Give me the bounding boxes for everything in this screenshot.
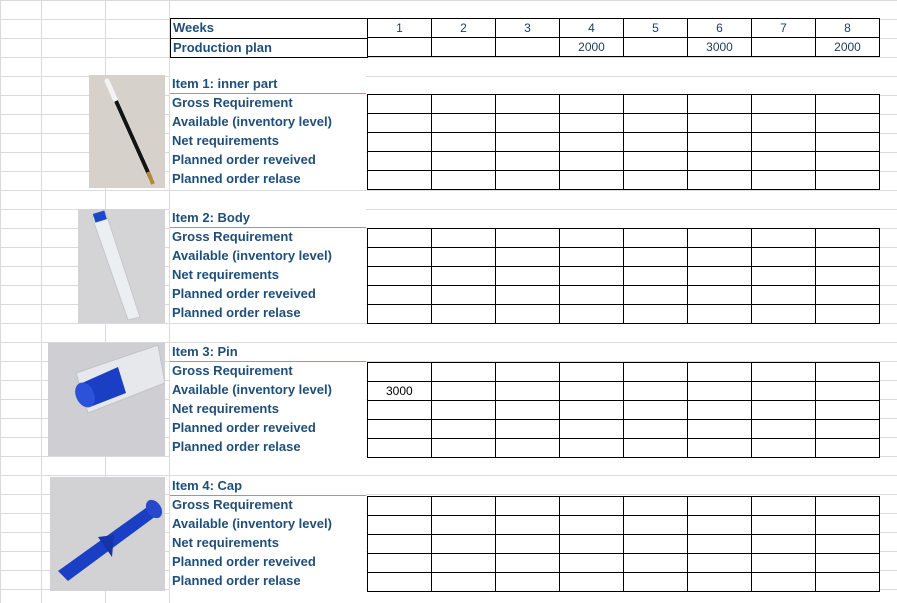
plan-cell[interactable] <box>432 38 496 57</box>
week-cell[interactable]: 7 <box>752 19 816 38</box>
grid-cell[interactable] <box>624 133 688 152</box>
pen-body-photo <box>78 209 165 323</box>
grid-cell[interactable] <box>432 401 496 420</box>
net-requirements-label[interactable]: Net requirements <box>172 401 279 416</box>
grid-cell[interactable] <box>496 267 560 286</box>
table-row <box>368 401 880 420</box>
grid-cell[interactable] <box>560 95 624 114</box>
grid-cell[interactable] <box>432 133 496 152</box>
grid-cell[interactable] <box>816 114 880 133</box>
grid-cell[interactable] <box>496 229 560 248</box>
week-cell[interactable]: 5 <box>624 19 688 38</box>
pen-cap-photo <box>50 477 165 591</box>
grid-cell[interactable] <box>560 248 624 267</box>
grid-cell[interactable] <box>368 497 432 516</box>
planned-order-received-label[interactable]: Planned order reveived <box>172 152 316 167</box>
plan-cell[interactable]: 2000 <box>560 38 624 57</box>
grid-cell[interactable] <box>560 573 624 592</box>
grid-cell[interactable] <box>752 133 816 152</box>
grid-cell[interactable] <box>368 554 432 573</box>
week-cell[interactable]: 4 <box>560 19 624 38</box>
grid-cell[interactable] <box>432 305 496 324</box>
grid-cell[interactable] <box>816 516 880 535</box>
grid-cell[interactable] <box>560 363 624 382</box>
grid-cell[interactable] <box>688 363 752 382</box>
table-row <box>368 229 880 248</box>
grid-cell[interactable] <box>496 401 560 420</box>
item-title[interactable]: Item 4: Cap <box>170 477 366 496</box>
weeks-label[interactable]: Weeks <box>173 20 214 35</box>
table-row <box>368 497 880 516</box>
week-cell[interactable]: 2 <box>432 19 496 38</box>
item-1-table <box>367 94 880 190</box>
grid-cell[interactable] <box>752 573 816 592</box>
grid-cell[interactable] <box>432 114 496 133</box>
plan-cell[interactable] <box>368 38 432 57</box>
table-row <box>368 516 880 535</box>
grid-cell[interactable] <box>752 95 816 114</box>
grid-cell[interactable] <box>560 229 624 248</box>
column-gridline <box>41 0 42 603</box>
grid-cell[interactable] <box>432 554 496 573</box>
planned-order-received-label[interactable]: Planned order reveived <box>172 554 316 569</box>
table-row <box>368 114 880 133</box>
grid-cell[interactable] <box>752 516 816 535</box>
production-plan-row <box>368 38 880 57</box>
grid-cell[interactable] <box>432 573 496 592</box>
grid-cell[interactable] <box>688 535 752 554</box>
grid-cell[interactable] <box>560 171 624 190</box>
grid-cell[interactable] <box>816 171 880 190</box>
weeks-table <box>367 18 880 57</box>
grid-cell[interactable] <box>496 171 560 190</box>
grid-cell[interactable] <box>752 420 816 439</box>
table-row <box>368 133 880 152</box>
grid-cell[interactable] <box>752 554 816 573</box>
grid-cell[interactable] <box>688 229 752 248</box>
grid-cell[interactable] <box>752 382 816 401</box>
grid-cell[interactable] <box>560 133 624 152</box>
grid-cell[interactable] <box>816 573 880 592</box>
grid-cell[interactable] <box>496 497 560 516</box>
grid-cell[interactable] <box>752 248 816 267</box>
table-row <box>368 573 880 592</box>
grid-cell[interactable] <box>560 305 624 324</box>
grid-cell[interactable] <box>496 152 560 171</box>
item-title[interactable]: Item 1: inner part <box>170 75 366 94</box>
available-inventory-label[interactable]: Available (inventory level) <box>172 248 332 263</box>
grid-cell[interactable] <box>816 439 880 458</box>
grid-cell[interactable] <box>368 286 432 305</box>
grid-cell[interactable] <box>752 114 816 133</box>
grid-cell[interactable] <box>496 286 560 305</box>
table-row <box>368 267 880 286</box>
grid-cell[interactable] <box>688 267 752 286</box>
grid-cell[interactable] <box>368 516 432 535</box>
grid-cell[interactable] <box>816 305 880 324</box>
gross-requirement-label[interactable]: Gross Requirement <box>172 95 293 110</box>
grid-cell[interactable] <box>432 439 496 458</box>
table-row <box>368 382 880 401</box>
grid-cell[interactable] <box>688 420 752 439</box>
grid-cell[interactable] <box>432 248 496 267</box>
grid-cell[interactable] <box>816 286 880 305</box>
item-2-table <box>367 228 880 324</box>
grid-cell[interactable] <box>752 439 816 458</box>
grid-cell[interactable] <box>432 382 496 401</box>
grid-cell[interactable] <box>624 248 688 267</box>
table-row <box>368 248 880 267</box>
grid-cell[interactable] <box>752 401 816 420</box>
grid-cell[interactable] <box>368 573 432 592</box>
gross-requirement-label[interactable]: Gross Requirement <box>172 497 293 512</box>
table-row <box>368 535 880 554</box>
grid-cell[interactable] <box>624 573 688 592</box>
grid-cell[interactable] <box>496 573 560 592</box>
grid-cell[interactable] <box>432 267 496 286</box>
planned-order-release-label[interactable]: Planned order relase <box>172 439 301 454</box>
planned-order-received-label[interactable]: Planned order reveived <box>172 420 316 435</box>
grid-cell[interactable] <box>496 420 560 439</box>
grid-cell[interactable] <box>624 229 688 248</box>
grid-cell[interactable] <box>816 535 880 554</box>
grid-cell[interactable] <box>368 152 432 171</box>
grid-cell[interactable] <box>624 420 688 439</box>
grid-cell[interactable] <box>816 152 880 171</box>
table-row <box>368 171 880 190</box>
item-3-table <box>367 362 880 458</box>
item-title[interactable]: Item 2: Body <box>170 209 366 228</box>
grid-cell[interactable] <box>560 535 624 554</box>
table-row <box>368 420 880 439</box>
grid-cell[interactable] <box>560 439 624 458</box>
grid-cell[interactable] <box>432 420 496 439</box>
item-4-labels <box>170 477 366 591</box>
grid-cell[interactable] <box>496 554 560 573</box>
grid-cell[interactable] <box>624 497 688 516</box>
grid-cell[interactable] <box>688 305 752 324</box>
grid-cell[interactable] <box>752 497 816 516</box>
grid-cell[interactable] <box>688 248 752 267</box>
grid-cell[interactable] <box>752 305 816 324</box>
grid-cell[interactable] <box>752 363 816 382</box>
grid-cell[interactable] <box>432 363 496 382</box>
production-plan-label[interactable]: Production plan <box>171 38 368 57</box>
grid-cell[interactable] <box>496 535 560 554</box>
grid-cell[interactable] <box>496 248 560 267</box>
grid-cell[interactable] <box>432 286 496 305</box>
week-cell[interactable]: 8 <box>816 19 880 38</box>
grid-cell[interactable] <box>368 133 432 152</box>
grid-cell[interactable]: 3000 <box>368 382 432 401</box>
grid-cell[interactable] <box>624 382 688 401</box>
grid-cell[interactable] <box>368 114 432 133</box>
grid-cell[interactable] <box>368 95 432 114</box>
table-row <box>368 305 880 324</box>
item-4-table <box>367 496 880 592</box>
grid-cell[interactable] <box>624 401 688 420</box>
grid-cell[interactable] <box>560 420 624 439</box>
net-requirements-label[interactable]: Net requirements <box>172 133 279 148</box>
grid-cell[interactable] <box>688 382 752 401</box>
grid-cell[interactable] <box>624 152 688 171</box>
net-requirements-label[interactable]: Net requirements <box>172 267 279 282</box>
grid-cell[interactable] <box>816 133 880 152</box>
grid-cell[interactable] <box>368 248 432 267</box>
grid-cell[interactable] <box>752 535 816 554</box>
grid-cell[interactable] <box>752 171 816 190</box>
grid-cell[interactable] <box>560 267 624 286</box>
grid-cell[interactable] <box>688 114 752 133</box>
grid-cell[interactable] <box>496 363 560 382</box>
grid-cell[interactable] <box>624 363 688 382</box>
grid-cell[interactable] <box>496 114 560 133</box>
plan-cell[interactable] <box>496 38 560 57</box>
grid-cell[interactable] <box>624 171 688 190</box>
grid-cell[interactable] <box>368 535 432 554</box>
grid-cell[interactable] <box>432 95 496 114</box>
grid-cell[interactable] <box>560 497 624 516</box>
grid-cell[interactable] <box>560 114 624 133</box>
grid-cell[interactable] <box>560 152 624 171</box>
grid-cell[interactable] <box>368 439 432 458</box>
grid-cell[interactable] <box>496 516 560 535</box>
grid-cell[interactable] <box>816 229 880 248</box>
grid-cell[interactable] <box>816 420 880 439</box>
grid-cell[interactable] <box>368 305 432 324</box>
grid-cell[interactable] <box>688 573 752 592</box>
item-title[interactable]: Item 3: Pin <box>170 343 366 362</box>
plan-cell[interactable]: 3000 <box>688 38 752 57</box>
grid-cell[interactable] <box>624 516 688 535</box>
grid-cell[interactable] <box>496 305 560 324</box>
week-cell[interactable]: 1 <box>368 19 432 38</box>
plan-cell[interactable] <box>752 38 816 57</box>
week-cell[interactable]: 3 <box>496 19 560 38</box>
grid-cell[interactable] <box>624 267 688 286</box>
grid-cell[interactable] <box>688 152 752 171</box>
grid-cell[interactable] <box>624 439 688 458</box>
grid-cell[interactable] <box>688 401 752 420</box>
grid-cell[interactable] <box>688 95 752 114</box>
pen-refill-photo <box>89 75 165 188</box>
gross-requirement-label[interactable]: Gross Requirement <box>172 229 293 244</box>
available-inventory-label[interactable]: Available (inventory level) <box>172 382 332 397</box>
item-2-labels <box>170 209 366 323</box>
grid-cell[interactable] <box>688 497 752 516</box>
available-inventory-label[interactable]: Available (inventory level) <box>172 516 332 531</box>
planned-order-release-label[interactable]: Planned order relase <box>172 573 301 588</box>
grid-cell[interactable] <box>432 152 496 171</box>
grid-cell[interactable] <box>624 535 688 554</box>
grid-cell[interactable] <box>432 497 496 516</box>
planned-order-received-label[interactable]: Planned order reveived <box>172 286 316 301</box>
grid-cell[interactable] <box>368 363 432 382</box>
gross-requirement-label[interactable]: Gross Requirement <box>172 363 293 378</box>
grid-cell[interactable] <box>432 171 496 190</box>
grid-cell[interactable] <box>752 267 816 286</box>
grid-cell[interactable] <box>368 420 432 439</box>
grid-cell[interactable] <box>624 114 688 133</box>
grid-cell[interactable] <box>688 554 752 573</box>
grid-cell[interactable] <box>688 171 752 190</box>
grid-cell[interactable] <box>560 382 624 401</box>
grid-cell[interactable] <box>624 95 688 114</box>
table-row <box>368 95 880 114</box>
grid-cell[interactable] <box>560 286 624 305</box>
grid-cell[interactable] <box>816 95 880 114</box>
grid-cell[interactable] <box>816 248 880 267</box>
planned-order-release-label[interactable]: Planned order relase <box>172 305 301 320</box>
grid-cell[interactable] <box>816 267 880 286</box>
pen-pin-photo <box>48 343 165 456</box>
grid-cell[interactable] <box>688 133 752 152</box>
grid-cell[interactable] <box>368 171 432 190</box>
grid-cell[interactable] <box>432 229 496 248</box>
grid-cell[interactable] <box>560 401 624 420</box>
table-row <box>368 286 880 305</box>
grid-cell[interactable] <box>368 267 432 286</box>
grid-cell[interactable] <box>560 554 624 573</box>
grid-cell[interactable] <box>688 439 752 458</box>
grid-cell[interactable] <box>816 401 880 420</box>
grid-cell[interactable] <box>816 363 880 382</box>
grid-cell[interactable] <box>496 95 560 114</box>
table-row <box>368 439 880 458</box>
grid-cell[interactable] <box>496 382 560 401</box>
grid-cell[interactable] <box>816 497 880 516</box>
grid-cell[interactable] <box>752 152 816 171</box>
week-cell[interactable]: 6 <box>688 19 752 38</box>
planned-order-release-label[interactable]: Planned order relase <box>172 171 301 186</box>
header-label-block <box>170 18 368 58</box>
table-row <box>368 363 880 382</box>
item-3-labels <box>170 343 366 457</box>
grid-cell[interactable] <box>624 305 688 324</box>
grid-cell[interactable] <box>368 229 432 248</box>
grid-cell[interactable] <box>752 229 816 248</box>
grid-cell[interactable] <box>816 554 880 573</box>
grid-cell[interactable] <box>624 554 688 573</box>
net-requirements-label[interactable]: Net requirements <box>172 535 279 550</box>
plan-cell[interactable] <box>624 38 688 57</box>
plan-cell[interactable]: 2000 <box>816 38 880 57</box>
grid-cell[interactable] <box>496 439 560 458</box>
grid-cell[interactable] <box>496 133 560 152</box>
weeks-row <box>368 19 880 38</box>
grid-cell[interactable] <box>624 286 688 305</box>
available-inventory-label[interactable]: Available (inventory level) <box>172 114 332 129</box>
grid-cell[interactable] <box>688 516 752 535</box>
grid-cell[interactable] <box>752 286 816 305</box>
grid-cell[interactable] <box>368 401 432 420</box>
item-1-labels <box>170 75 366 189</box>
grid-cell[interactable] <box>816 382 880 401</box>
table-row <box>368 152 880 171</box>
grid-cell[interactable] <box>560 516 624 535</box>
grid-cell[interactable] <box>432 535 496 554</box>
grid-cell[interactable] <box>688 286 752 305</box>
grid-cell[interactable] <box>432 516 496 535</box>
table-row <box>368 554 880 573</box>
